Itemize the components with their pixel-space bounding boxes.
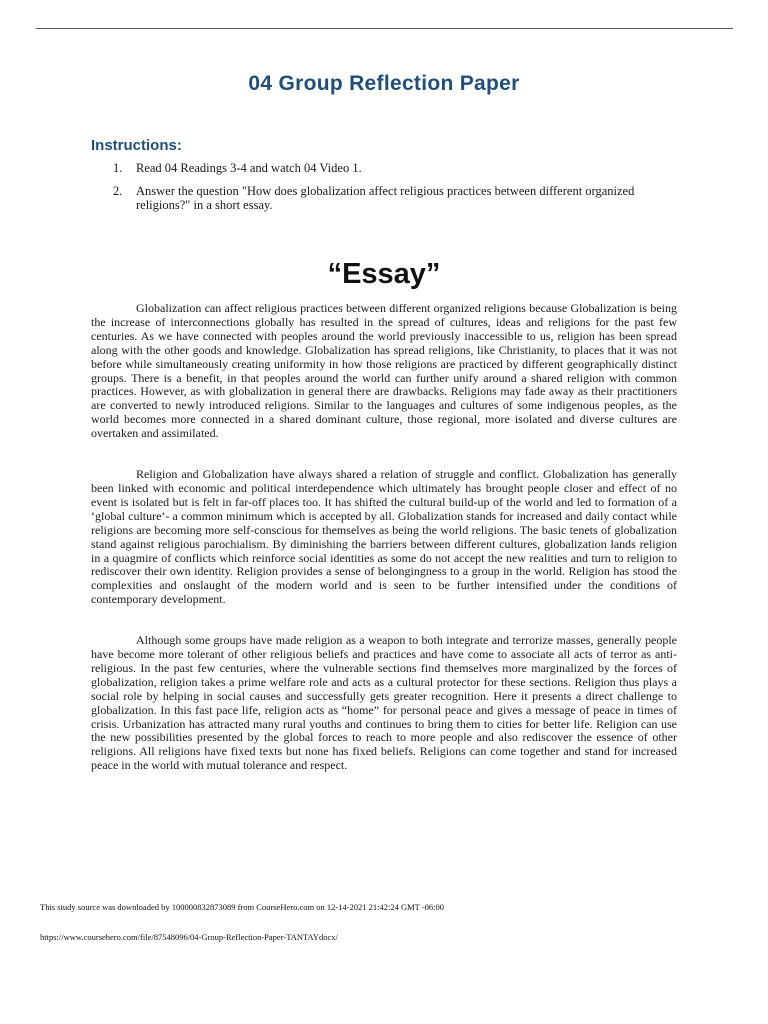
essay-paragraph: Religion and Globalization have always shared a relation of struggle and conflict. Globalization has generally been linked with economic and political interdependence which ultimately has brought people closer and effect of no event is isolated but is felt in far-off places too. It has shifted the cultural build-up of the world and led to formation of a ‘global culture’- a common minimum which is accepted by all. Globalization stands for increased and daily contact while religions are becoming more self-conscious for themselves as being the world religions. The basic tenets of globalization stand against religious parochialism. By diminishing the barriers between different cultures, globalization lands religion in a quagmire of conflicts which reinforce social identities as some do not accept the new realities and turn to religion to rediscover their own identity. Religion provides a sense of belongingness to a group in the world. Religion has stood the complexities and onslaught of the modern world and is seen to be further intensified under the conditions of contemporary development. <box>91 467 677 607</box>
instruction-text: Read 04 Readings 3-4 and watch 04 Video 1. <box>136 161 362 175</box>
instruction-text: Answer the question "How does globalization affect religious practices between different organized religions?" in a short essay. <box>136 184 635 212</box>
document-title: 04 Group Reflection Paper <box>248 72 520 95</box>
essay-paragraph: Although some groups have made religion as a weapon to both integrate and terrorize masses, generally people have become more tolerant of other religious beliefs and practices and have come to associate all acts of terror as anti-religious. In the past few centuries, where the vulnerable sections find themselves more marginalized by the forces of globalization, religion takes a prime welfare role and acts as a cultural protector for these sections. Religion thus plays a social role by helping in social causes and successfully gets greater recognition. Here it presents a direct challenge to globalization. In this fast pace life, religion acts as “home” for personal peace and gives a message of peace in times of crisis. Urbanization has attracted many rural youths and continues to bring them to cities for better life. Religion can use the new possibilities presented by the global forces to reach to more people and also rediscover the essence of other religions. All religions have fixed texts but none has fixed beliefs. Religions can come together and stand for increased peace in the world with mutual tolerance and respect. <box>91 633 677 773</box>
instructions-list <box>91 161 681 221</box>
instructions-heading: Instructions: <box>91 137 182 154</box>
instruction-item <box>91 161 681 175</box>
top-divider <box>36 28 733 29</box>
instruction-number: 2. <box>113 184 123 198</box>
download-source-note: This study source was downloaded by 100000832873089 from CourseHero.com on 12-14-2021 21:42:24 GMT -06:00 <box>40 902 445 912</box>
instruction-item <box>91 184 681 212</box>
instruction-number: 1. <box>113 161 123 175</box>
essay-body <box>91 302 677 800</box>
essay-paragraph: Globalization can affect religious practices between different organized religions because Globalization is being the increase of interconnections globally has resulted in the spread of cultures, ideas and religions for the past few centuries. As we have connected with peoples around the world previously inaccessible to us, religion has been spread along with the other goods and knowledge. Globalization has spread religions, like Christianity, to places that it was not before while simultaneously creating uniformity in how those religions are practiced by different geographically distinct groups. There is a benefit, in that peoples around the world can further unify around a shared religion with common practices. However, as with globalization in general there are drawbacks. Religions may fade away as their practitioners are converted to newly introduced religions. Similar to the languages and cultures of some indigenous peoples, as the world becomes more connected in a shared dominant culture, those regional, more isolated and diverse cultures are overtaken and assimilated. <box>91 301 677 441</box>
source-url: https://www.coursehero.com/file/87548096/04-Group-Reflection-Paper-TANTAYdocx/ <box>40 932 338 942</box>
essay-title: “Essay” <box>327 258 441 290</box>
